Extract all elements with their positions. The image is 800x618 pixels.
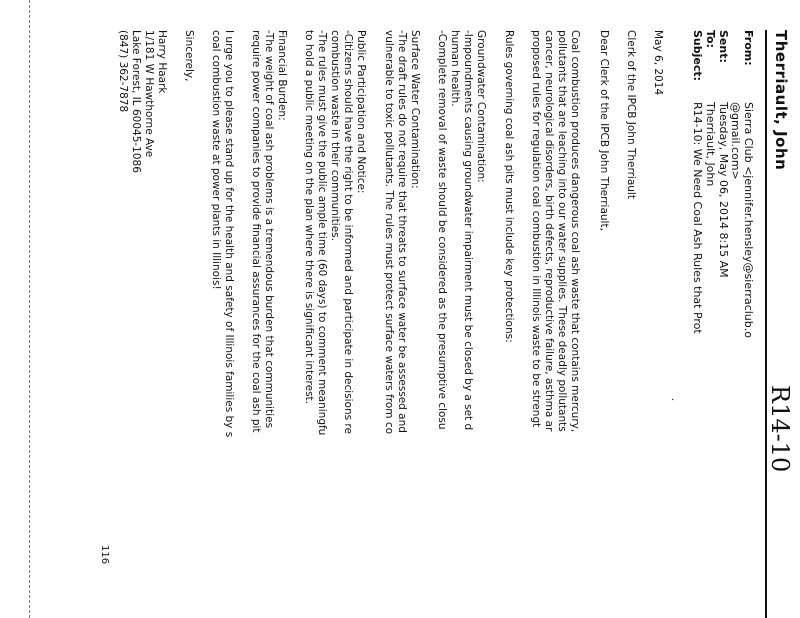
to-value: Therriault, John — [704, 102, 717, 187]
signature-name: Harry Haark — [156, 30, 168, 94]
financial-line: -The weight of coal ash problems is a tremendous burden that communities — [263, 30, 275, 429]
recipient-line: Clerk of the IPCB John Therriault — [625, 30, 637, 199]
from-value-cont: @gmail.com> — [729, 102, 742, 180]
financial-line: require power companies to provide financial assurances for the coal ash pit — [250, 30, 262, 433]
urge-line: I urge you to please stand up for the health and safety of Illinois families by s — [223, 30, 235, 438]
participation-line: -The rules must give the public ample time (60 days) to comment meaningfu — [316, 30, 328, 436]
rules-line: Rules governing coal ash pits must include key protections: — [503, 30, 515, 343]
intro-line: Coal combustion produces dangerous coal ash waste that contains mercury, — [569, 30, 581, 433]
groundwater-line: -Complete removal of waste should be considered as the presumptive closu — [436, 30, 448, 430]
sent-label: Sent: — [717, 30, 730, 63]
sender-name: Therriault, John — [772, 30, 790, 171]
groundwater-line: -Impoundments causing groundwater impairment must be closed by a set d — [462, 30, 474, 431]
salutation: Dear Clerk of the IPCB John Therriault, — [598, 30, 610, 231]
to-label: To: — [704, 30, 717, 48]
from-value: Sierra Club <jennifer.hensley@sierraclub.o — [742, 102, 755, 338]
participation-line: combustion waste in their communities. — [329, 30, 341, 241]
surface-line: -The draft rules do not require that threats to surface water be assessed and — [396, 30, 408, 433]
intro-line: proposed rules for regulation coal combustion in Illinois waste to be strengt — [530, 30, 542, 428]
groundwater-heading: Groundwater Contamination: — [475, 30, 487, 183]
signature-city: Lake Forest, IL 60045-1086 — [130, 30, 142, 173]
groundwater-line: human health. — [449, 30, 461, 107]
signature-address: 1/181 W Hawthorne Ave — [143, 30, 155, 158]
financial-heading: Financial Burden: — [276, 30, 288, 121]
subject-value: R14-10: We Need Coal Ash Rules that Prot — [691, 102, 704, 334]
stray-mark: . — [669, 398, 680, 402]
scan-edge — [29, 0, 30, 618]
surface-line: vulnerable to toxic pollutants. The rules must protect surface waters from co — [383, 30, 395, 435]
intro-line: cancer, neurological disorders, birth defects, reproductive failure, asthma ar — [543, 30, 555, 432]
participation-heading: Public Participation and Notice: — [355, 30, 367, 194]
sent-value: Tuesday, May 06, 2014 8:15 AM — [717, 102, 730, 278]
docket-stamp: R14-10 — [766, 385, 794, 473]
urge-line: coal combustion waste at power plants in Illinois! — [210, 30, 222, 290]
participation-line: to hold a public meeting on the plan where there is significant interest. — [303, 30, 315, 405]
subject-label: Subject: — [691, 30, 704, 82]
signature-phone: (847) 362-7878 — [117, 30, 129, 113]
letter-date: May 6, 2014 — [652, 30, 664, 96]
from-label: From: — [742, 30, 755, 66]
page-number: 116 — [99, 545, 110, 565]
participation-line: -Citizens should have the right to be informed and participate in decisions re — [342, 30, 354, 434]
intro-line: pollutants that are leaching into our water supplies. These deadly pollutants — [556, 30, 568, 432]
closing: Sincerely, — [183, 30, 195, 82]
header-rule — [765, 30, 767, 618]
surface-heading: Surface Water Contamination: — [409, 30, 421, 189]
